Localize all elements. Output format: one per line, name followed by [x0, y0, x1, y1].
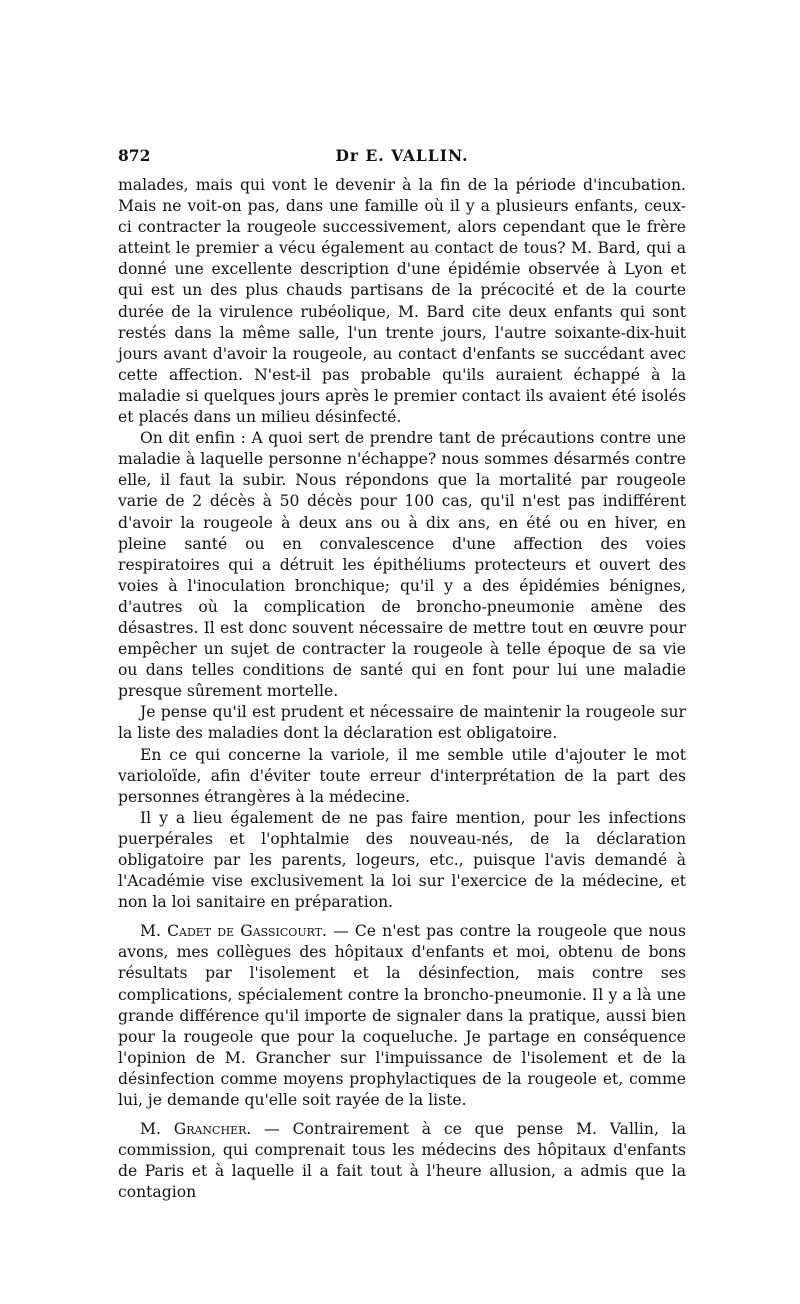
page-number: 872 [118, 146, 151, 165]
body-text [118, 175, 686, 1204]
paragraph: Je pense qu'il est prudent et nécessaire de maintenir la rougeole sur la liste des maladies dont la déclaration est obligatoire. [118, 703, 686, 743]
paragraph: Il y a lieu également de ne pas faire mention, pour les infections puerpérales et l'ophtalmie des nouveau-nés, de la déclaration obligatoire par les parents, logeurs, etc., puisque l'avis demandé à l'Académie vise exclusivement la loi sur l'exercice de la médecine, et non la loi sanitaire en préparation. [118, 808, 686, 912]
paragraph [118, 1119, 686, 1203]
paragraph-text: — Contrairement à ce que pense M. Vallin, la commission, qui comprenait tous les médecins des hôpitaux d'enfants de Paris et à laquelle il a fait tout à l'heure allusion, a admis que la contagion [118, 1120, 687, 1202]
paragraph: En ce qui concerne la variole, il me semble utile d'ajouter le mot varioloïde, afin d'éviter toute erreur d'interprétation de la part des personnes étrangères à la médecine. [118, 745, 686, 806]
paragraph-text: — Ce n'est pas contre la rougeole que nous avons, mes collègues des hôpitaux d'enfants et moi, obtenu de bons résultats par l'isolement et la désinfection, mais contre ses complications, spécialement contre la broncho-pneumonie. Il y a là une grande différence qu'il importe de signaler dans la pratique, aussi bien pour la rougeole que pour la coqueluche. Je partage en conséquence l'opinion de M. Grancher sur l'impuissance de l'isolement et de la désinfection comme moyens prophylactiques de la rougeole et, comme lui, je demande qu'elle soit rayée de la liste. [118, 922, 686, 1110]
paragraph [118, 921, 686, 1111]
paragraph: malades, mais qui vont le devenir à la fin de la période d'incubation. Mais ne voit-on pas, dans une famille où il y a plusieurs enfants, ceux-ci contracter la rougeole successivement, alors cependant que le frère atteint le premier a vécu également au contact de tous? M. Bard, qui a donné une excellente description d'une épidémie observée à Lyon et qui est un des plus chauds partisans de la précocité et de la courte durée de la virulence rubéolique, M. Bard cite deux enfants qui sont restés dans la même salle, l'un trente jours, l'autre soixante-dix-huit jours avant d'avoir la rougeole, au contact d'enfants se succédant avec cette affection. N'est-il pas probable qu'ils auraient échappé à la maladie si quelques jours après le premier contact ils avaient été isolés et placés dans un milieu désinfecté. [118, 176, 686, 427]
page-header [118, 146, 686, 170]
running-title: Dr E. VALLIN. [335, 146, 469, 165]
speaker-name: M. Grancher. [140, 1120, 252, 1139]
paragraph: On dit enfin : A quoi sert de prendre tant de précautions contre une maladie à laquelle personne n'échappe? nous sommes désarmés contre elle, il faut la subir. Nous répondons que la mortalité par rougeole varie de 2 décès à 50 décès pour 100 cas, qu'il n'est pas indifférent d'avoir la rougeole à deux ans ou à dix ans, en été ou en hiver, en pleine santé ou en convalescence d'une affection des voies respiratoires qui a détruit les épithéliums protecteurs et ouvert des voies à l'inoculation bronchique; qu'il y a des épidémies bénignes, d'autres où la complication de broncho-pneumonie amène des désastres. Il est donc souvent nécessaire de mettre tout en œuvre pour empêcher un sujet de contracter la rougeole à telle époque de sa vie ou dans telles conditions de santé qui en font pour lui une maladie presque sûrement mortelle. [118, 429, 686, 701]
speaker-name: M. Cadet de Gassicourt. [140, 922, 327, 941]
